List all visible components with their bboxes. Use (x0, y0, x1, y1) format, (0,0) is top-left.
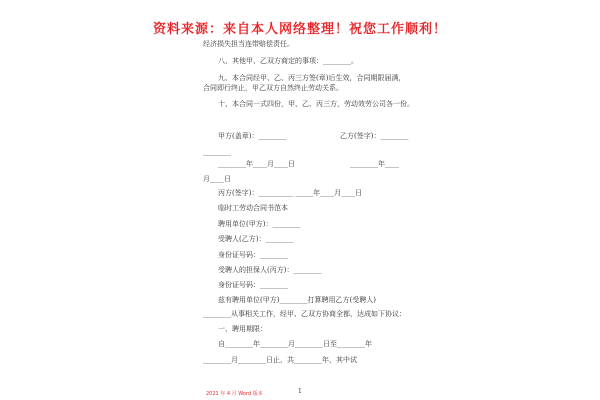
party-b-signature: 乙方(签字)：________ (340, 132, 409, 140)
contract-line: 兹有聘用单位(甲方)________打算聘用乙方(受聘人) (218, 296, 376, 304)
contract-line: ________ (203, 148, 231, 156)
party-b-date: ________年____ (350, 160, 399, 168)
party-c-signature: 丙方(签字)：__________ _____年____月____日 (218, 189, 363, 197)
page-number: 1 (298, 388, 302, 395)
contract-line: 九、本合同经甲、乙、丙三方签(章)后生效，合同期限届满， (218, 74, 406, 82)
contract-line: 受聘人(乙方)：________ (218, 235, 294, 243)
contract-line: 自________年________月________日至________年 (218, 340, 372, 348)
document-header: 资料来源：来自本人网络整理！祝您工作顺利！ (152, 22, 447, 37)
contract-line: 聘用单位(甲方)：________ (218, 220, 301, 228)
template-title: 临时工劳动合同书范本 (218, 204, 288, 212)
contract-line: 十、本合同一式四份，甲、乙、丙三方，劳动效劳公司各一份。 (218, 100, 414, 108)
contract-line: 受聘人的担保人(丙方)：________ (218, 266, 322, 274)
contract-line: ________月________日止，共________年，其中试 (203, 356, 357, 364)
section-heading: 一、聘用期限： (218, 325, 267, 333)
contract-line: 月____日 (203, 175, 231, 183)
party-a-date: ________年____月____日 (218, 160, 295, 168)
contract-line: 身份证号码：________ (218, 281, 288, 289)
contract-line: 合同即行终止，甲乙双方自然终止劳动关系。 (203, 84, 343, 92)
contract-line: 身份证号码：________ (218, 251, 288, 259)
contract-line: 经济损失担当连带赔偿责任。 (203, 40, 294, 48)
party-a-signature: 甲方(盖章)：________ (218, 132, 287, 140)
footer-date: 2021 年 4 月 Word 版本 (206, 391, 263, 397)
contract-line: ________从事相关工作，经甲、乙双方协商全都，达成如下协议： (203, 310, 406, 318)
contract-line: 八、其他甲、乙双方商定的事项：________。 (218, 57, 358, 65)
